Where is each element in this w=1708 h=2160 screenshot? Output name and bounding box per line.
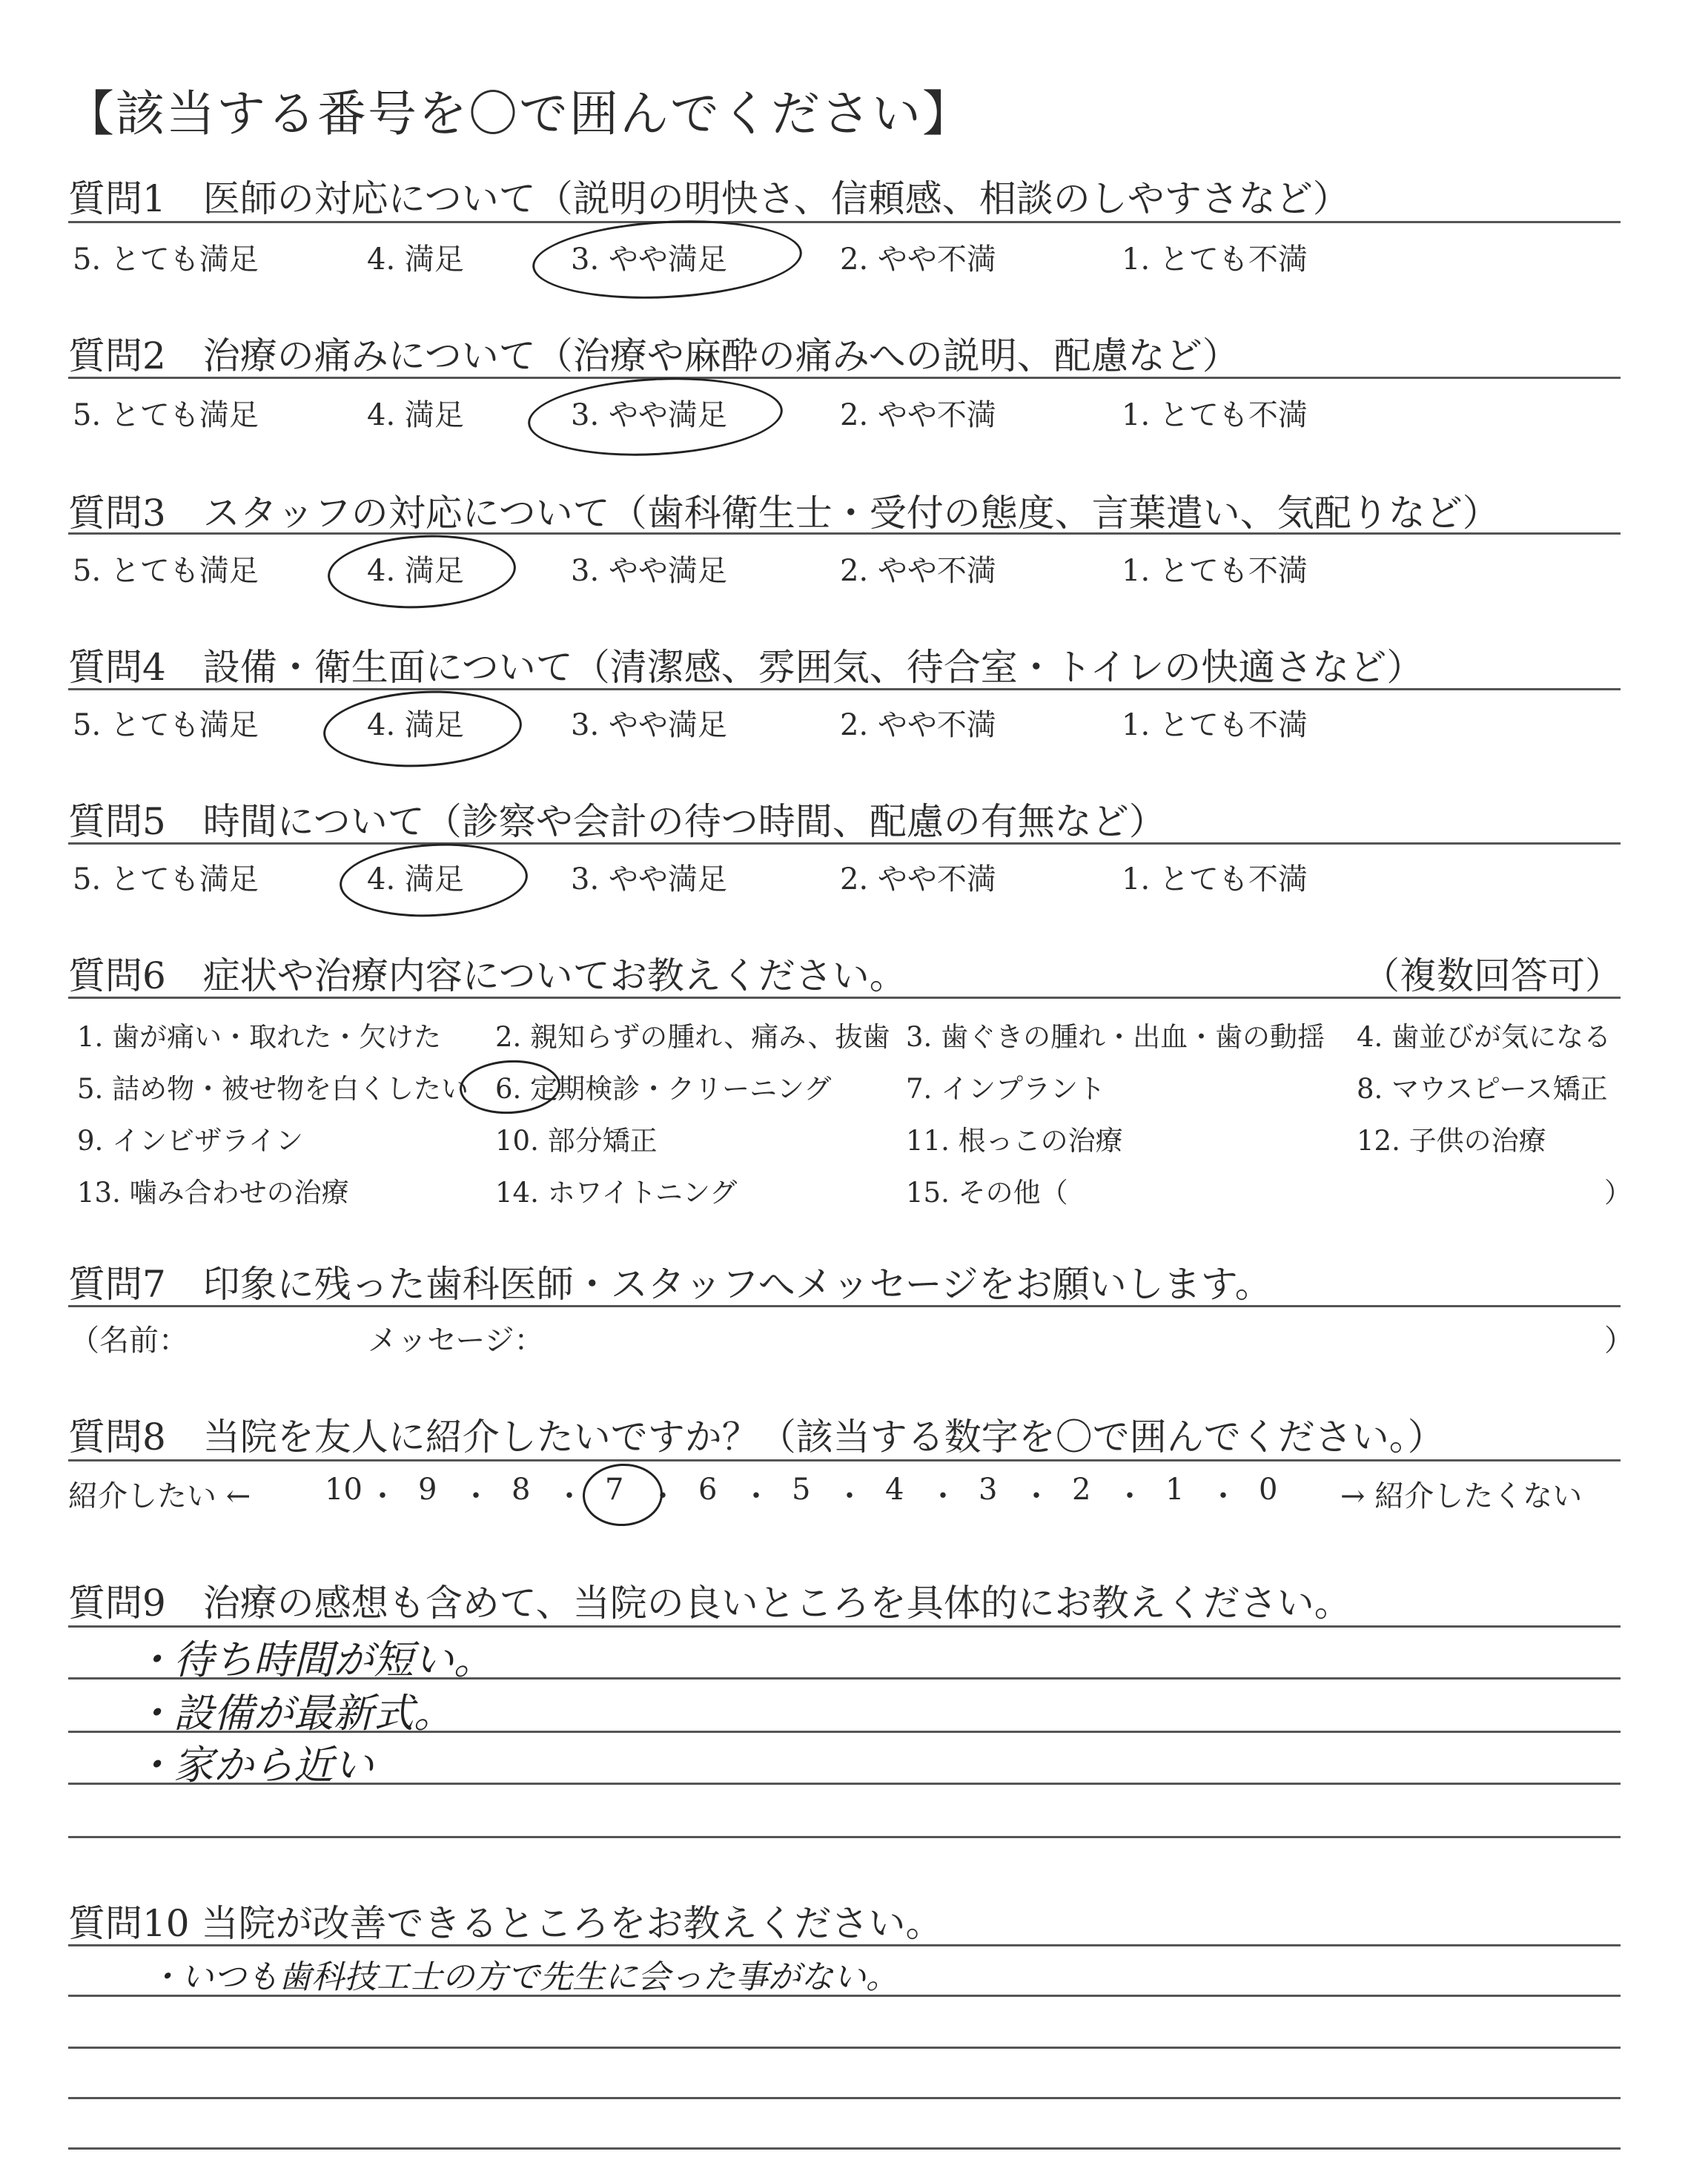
question-4-title: 質問4 設備・衛生面について（清潔感、雰囲気、待合室・トイレの快適さなど）	[68, 646, 1424, 689]
q2-option-2[interactable]: 2. やや不満	[840, 398, 996, 432]
q8-separator: ・	[555, 1479, 584, 1513]
divider	[68, 1459, 1621, 1462]
q8-separator: ・	[461, 1479, 491, 1513]
q8-right-label: → 紹介したくない	[1340, 1479, 1583, 1513]
q3-option-5[interactable]: 5. とても満足	[73, 554, 259, 588]
q4-option-1[interactable]: 1. とても不満	[1122, 708, 1308, 742]
q2-selection-circle	[526, 371, 785, 462]
q8-score-6[interactable]: 6	[698, 1473, 718, 1507]
page-title: 【該当する番号を〇で囲んでください】	[65, 85, 973, 142]
q6-option-11[interactable]: 11. 根っこの治療	[906, 1125, 1123, 1157]
q8-score-5[interactable]: 5	[792, 1473, 811, 1507]
q8-score-7[interactable]: 7	[605, 1473, 624, 1507]
question-6-note: （複数回答可）	[1363, 954, 1622, 997]
q6-option-4[interactable]: 4. 歯並びが気になる	[1357, 1021, 1612, 1053]
answer-line	[68, 2147, 1621, 2150]
question-9-title: 質問9 治療の感想も含めて、当院の良いところを具体的にお教えください。	[68, 1582, 1351, 1625]
question-3-title: 質問3 スタッフの対応について（歯科衛生士・受付の態度、言葉遣い、気配りなど）	[68, 492, 1500, 535]
divider	[68, 688, 1621, 690]
q4-selection-circle	[322, 686, 524, 772]
q7-close-paren: ）	[1604, 1324, 1634, 1358]
question-2-title: 質問2 治療の痛みについて（治療や麻酔の痛みへの説明、配慮など）	[68, 334, 1239, 377]
q1-selection-circle	[531, 214, 804, 305]
q4-option-2[interactable]: 2. やや不満	[840, 708, 996, 742]
question-10-title: 質問10 当院が改善できるところをお教えください。	[68, 1902, 943, 1945]
q8-score-1[interactable]: 1	[1165, 1473, 1185, 1507]
q1-option-4[interactable]: 4. 満足	[367, 242, 464, 277]
q9-answer-2: ・設備が最新式。	[133, 1690, 454, 1737]
q9-answer-3: ・家から近い	[133, 1742, 374, 1789]
q6-option-8[interactable]: 8. マウスピース矯正	[1357, 1073, 1608, 1105]
question-1-title: 質問1 医師の対応について（説明の明快さ、信頼感、相談のしやすさなど）	[68, 177, 1350, 220]
q6-option-13[interactable]: 13. 噛み合わせの治療	[77, 1177, 349, 1209]
answer-line	[68, 2047, 1621, 2049]
q1-option-5[interactable]: 5. とても満足	[73, 242, 259, 277]
answer-line	[68, 1944, 1621, 1946]
q2-option-1[interactable]: 1. とても不満	[1122, 398, 1308, 432]
q8-separator: ・	[368, 1479, 397, 1513]
q8-separator: ・	[1208, 1479, 1238, 1513]
q1-option-3[interactable]: 3. やや満足	[571, 242, 727, 277]
divider	[68, 842, 1621, 845]
q8-score-2[interactable]: 2	[1072, 1473, 1091, 1507]
q9-answer-1: ・待ち時間が短い。	[133, 1636, 494, 1683]
q8-selection-circle	[581, 1462, 664, 1528]
q5-option-1[interactable]: 1. とても不満	[1122, 862, 1308, 896]
q5-option-5[interactable]: 5. とても満足	[73, 862, 259, 896]
q6-other-close: ）	[1604, 1177, 1632, 1209]
q8-score-8[interactable]: 8	[512, 1473, 531, 1507]
q6-option-10[interactable]: 10. 部分矯正	[495, 1125, 658, 1157]
divider	[68, 532, 1621, 535]
q1-option-2[interactable]: 2. やや不満	[840, 242, 996, 277]
question-5-title: 質問5 時間について（診察や会計の待つ時間、配慮の有無など）	[68, 800, 1166, 843]
answer-line	[68, 1625, 1621, 1628]
q6-option-12[interactable]: 12. 子供の治療	[1357, 1125, 1546, 1157]
q8-score-3[interactable]: 3	[979, 1473, 998, 1507]
answer-line	[68, 1836, 1621, 1838]
q2-option-4[interactable]: 4. 満足	[367, 398, 464, 432]
q6-option-9[interactable]: 9. インビザライン	[77, 1125, 303, 1157]
q10-answer-1: ・いつも歯科技工士の方で先生に会った事がない。	[148, 1958, 898, 1996]
q3-option-2[interactable]: 2. やや不満	[840, 554, 996, 588]
question-7-title: 質問7 印象に残った歯科医師・スタッフへメッセージをお願いします。	[68, 1263, 1272, 1306]
q8-separator: ・	[835, 1479, 864, 1513]
q5-option-2[interactable]: 2. やや不満	[840, 862, 996, 896]
q6-option-6[interactable]: 6. 定期検診・クリーニング	[495, 1073, 832, 1105]
q6-option-7[interactable]: 7. インプラント	[906, 1073, 1106, 1105]
q6-option-15[interactable]: 15. その他（	[906, 1177, 1068, 1209]
q5-option-4[interactable]: 4. 満足	[367, 862, 464, 896]
q7-name-label: （名前：	[70, 1324, 188, 1358]
q8-separator: ・	[1022, 1479, 1051, 1513]
q8-separator: ・	[648, 1479, 678, 1513]
q6-option-14[interactable]: 14. ホワイトニング	[495, 1177, 738, 1209]
q3-selection-circle	[326, 530, 518, 612]
q6-option-2[interactable]: 2. 親知らずの腫れ、痛み、抜歯	[495, 1021, 890, 1053]
q8-score-0[interactable]: 0	[1259, 1473, 1278, 1507]
q1-option-1[interactable]: 1. とても不満	[1122, 242, 1308, 277]
divider	[68, 1305, 1621, 1307]
question-8-title: 質問8 当院を友人に紹介したいですか？（該当する数字を〇で囲んでください。）	[68, 1416, 1445, 1459]
q4-option-3[interactable]: 3. やや満足	[571, 708, 727, 742]
divider	[68, 221, 1621, 223]
answer-line	[68, 2097, 1621, 2099]
q8-separator: ・	[741, 1479, 771, 1513]
divider	[68, 377, 1621, 379]
q6-selection-circle	[458, 1057, 562, 1116]
question-6-title: 質問6 症状や治療内容についてお教えください。	[68, 954, 907, 997]
q6-option-1[interactable]: 1. 歯が痛い・取れた・欠けた	[77, 1021, 442, 1053]
q8-score-4[interactable]: 4	[885, 1473, 904, 1507]
q6-option-3[interactable]: 3. 歯ぐきの腫れ・出血・歯の動揺	[906, 1021, 1325, 1053]
q8-separator: ・	[928, 1479, 958, 1513]
q3-option-3[interactable]: 3. やや満足	[571, 554, 727, 588]
q4-option-5[interactable]: 5. とても満足	[73, 708, 259, 742]
q8-score-10[interactable]: 10	[325, 1473, 363, 1507]
q5-selection-circle	[338, 839, 530, 921]
q6-option-5[interactable]: 5. 詰め物・被せ物を白くしたい	[77, 1073, 469, 1105]
q8-score-9[interactable]: 9	[418, 1473, 437, 1507]
q5-option-3[interactable]: 3. やや満足	[571, 862, 727, 896]
q3-option-1[interactable]: 1. とても不満	[1122, 554, 1308, 588]
q8-left-label: 紹介したい ←	[68, 1479, 251, 1513]
q4-option-4[interactable]: 4. 満足	[367, 708, 464, 742]
q2-option-5[interactable]: 5. とても満足	[73, 398, 259, 432]
q8-separator: ・	[1115, 1479, 1145, 1513]
q3-option-4[interactable]: 4. 満足	[367, 554, 464, 588]
q7-message-label: メッセージ：	[368, 1324, 544, 1358]
divider	[68, 997, 1621, 999]
q2-option-3[interactable]: 3. やや満足	[571, 398, 727, 432]
